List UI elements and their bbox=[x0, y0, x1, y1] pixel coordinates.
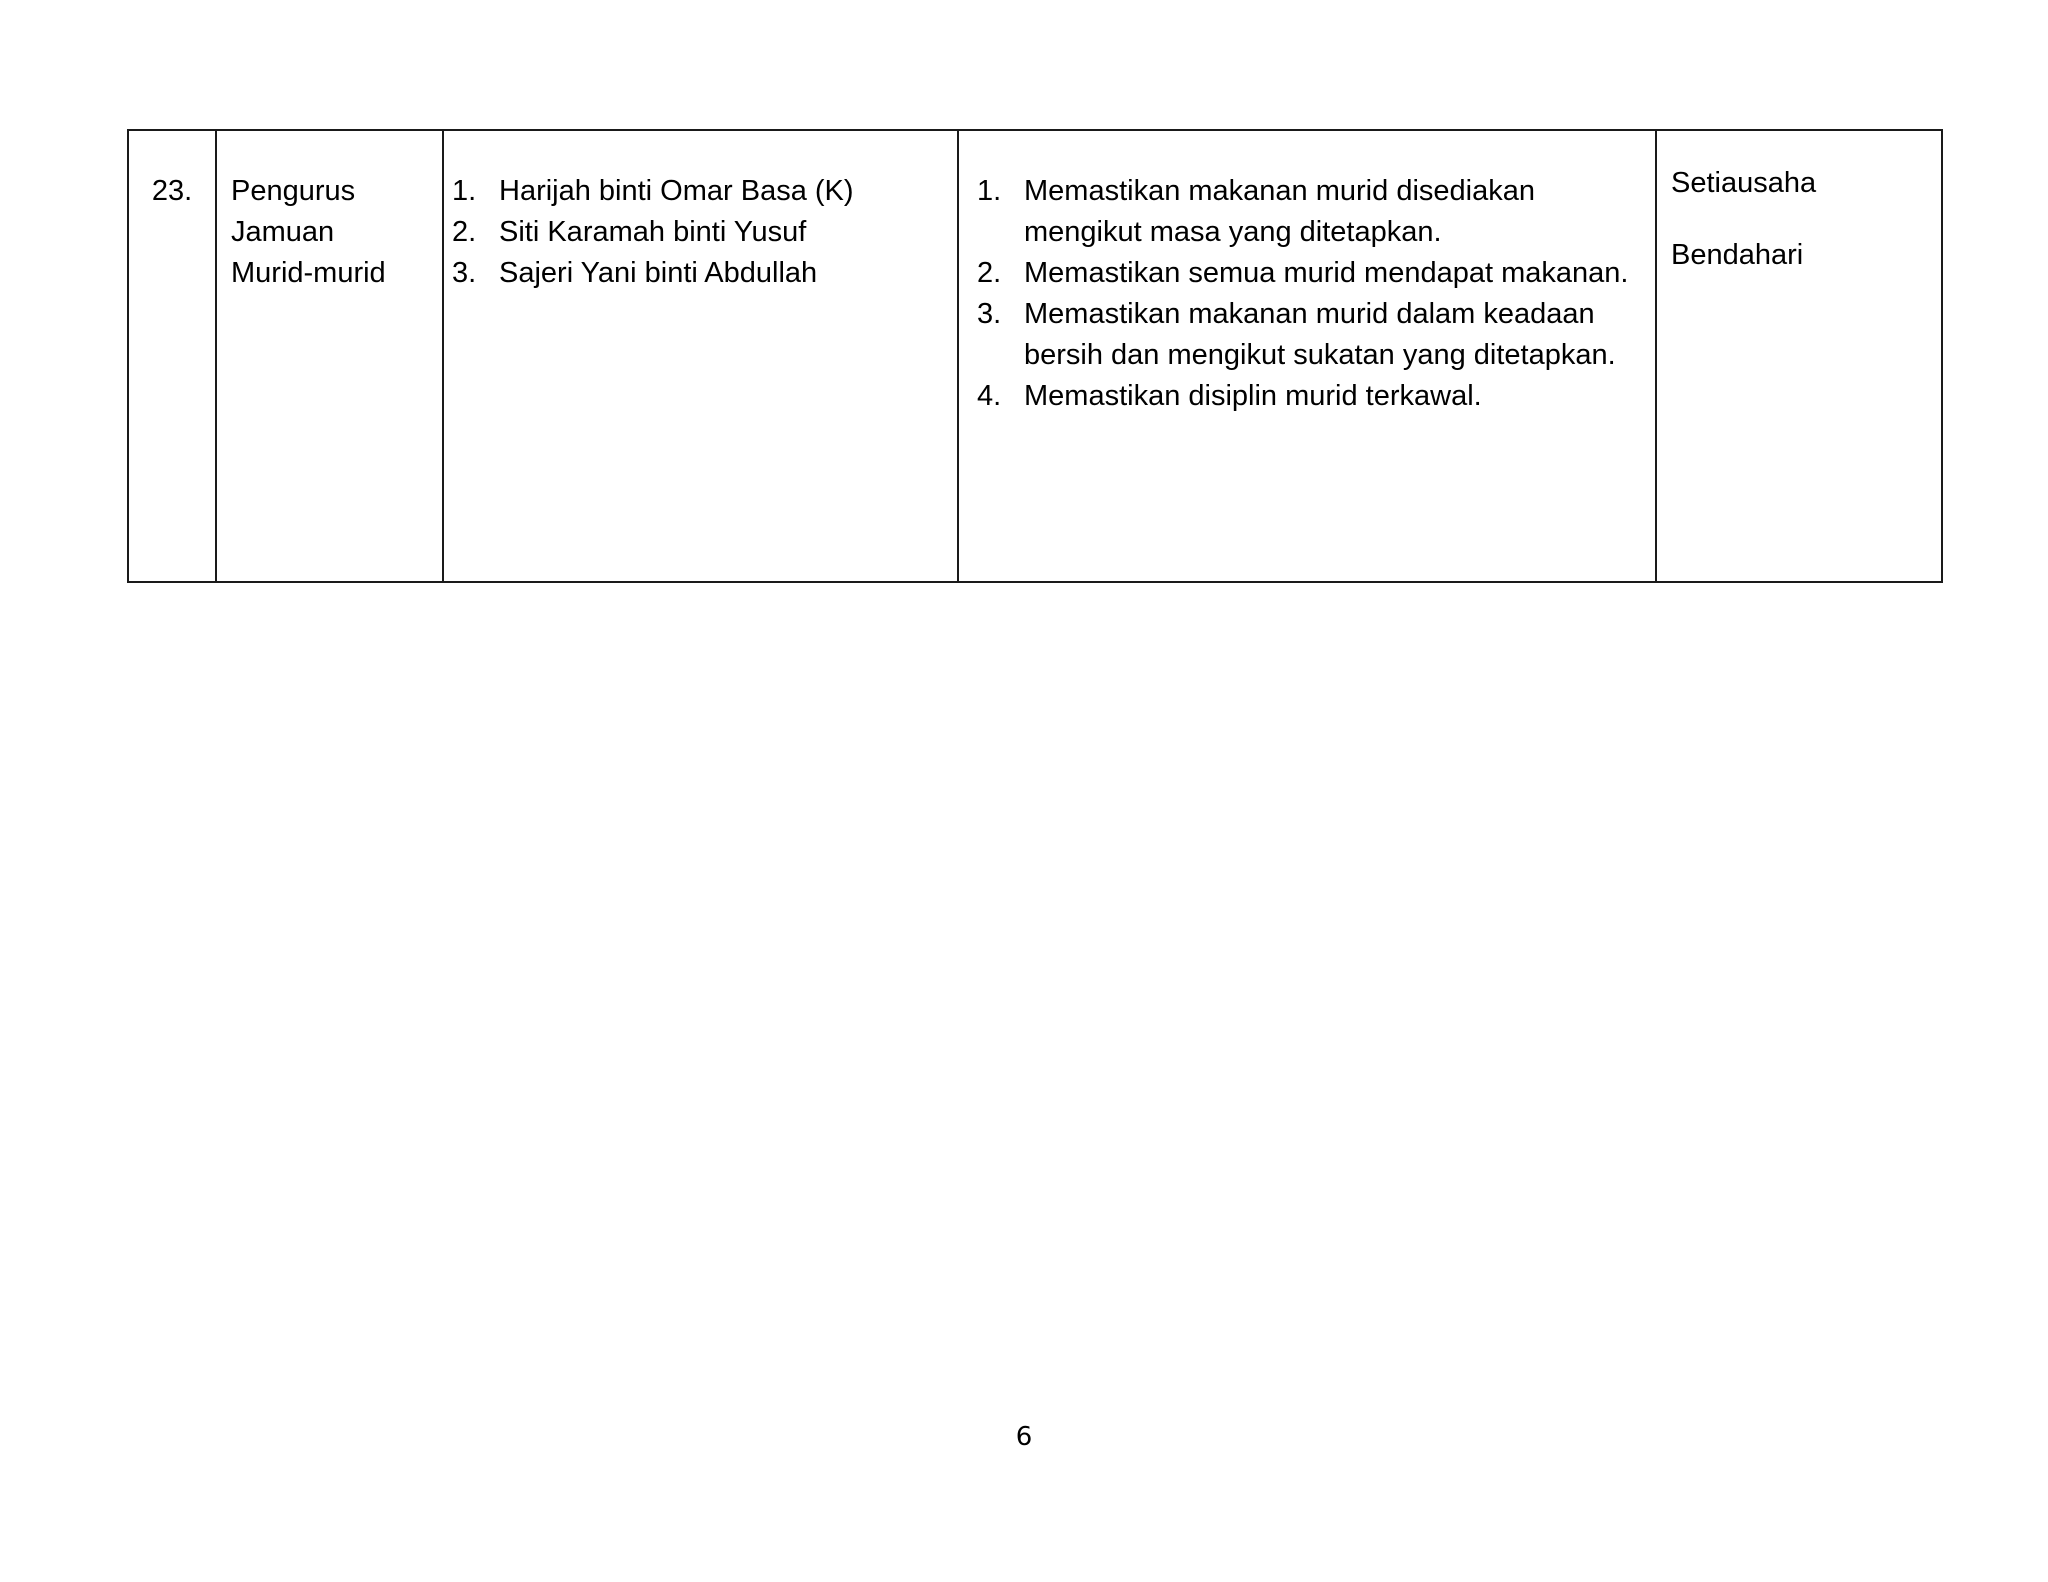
report-to-role: Bendahari bbox=[1671, 239, 1804, 271]
list-number: 3. bbox=[977, 298, 1002, 330]
member-names-cell bbox=[443, 130, 958, 582]
member-list bbox=[452, 171, 949, 294]
member-name: Sajeri Yani binti Abdullah bbox=[499, 257, 818, 289]
list-item bbox=[977, 376, 1641, 417]
duties-cell bbox=[958, 130, 1656, 582]
page-number: 6 bbox=[1015, 1422, 1033, 1452]
list-item bbox=[452, 171, 949, 212]
post-title-cell bbox=[216, 130, 443, 582]
list-item bbox=[452, 253, 949, 294]
post-title-line: Jamuan bbox=[231, 216, 335, 248]
member-name: Siti Karamah binti Yusuf bbox=[499, 216, 807, 248]
report-to-cell bbox=[1656, 130, 1942, 582]
duty-text: Memastikan makanan murid disediakan mengikut masa yang ditetapkan. bbox=[1024, 175, 1535, 248]
list-number: 3. bbox=[452, 257, 477, 289]
table-row bbox=[128, 130, 1942, 582]
duty-text: Memastikan makanan murid dalam keadaan bersih dan mengikut sukatan yang ditetapkan. bbox=[1024, 298, 1616, 371]
duties-list bbox=[977, 171, 1641, 417]
duty-text: Memastikan semua murid mendapat makanan. bbox=[1024, 257, 1629, 289]
list-item bbox=[977, 294, 1641, 376]
list-number: 1. bbox=[977, 175, 1002, 207]
list-number: 2. bbox=[977, 257, 1002, 289]
row-number: 23. bbox=[151, 175, 193, 207]
list-number: 1. bbox=[452, 175, 477, 207]
member-name: Harijah binti Omar Basa (K) bbox=[499, 175, 854, 207]
post-title-line: Murid-murid bbox=[231, 257, 386, 289]
list-number: 4. bbox=[977, 380, 1002, 412]
list-item bbox=[977, 253, 1641, 294]
list-item bbox=[452, 212, 949, 253]
post-title-line: Pengurus bbox=[231, 175, 356, 207]
row-number-cell bbox=[128, 130, 216, 582]
list-item bbox=[977, 171, 1641, 253]
duty-text: Memastikan disiplin murid terkawal. bbox=[1024, 380, 1482, 412]
committee-duty-table bbox=[127, 129, 1943, 583]
report-to-role: Setiausaha bbox=[1671, 167, 1817, 199]
list-number: 2. bbox=[452, 216, 477, 248]
